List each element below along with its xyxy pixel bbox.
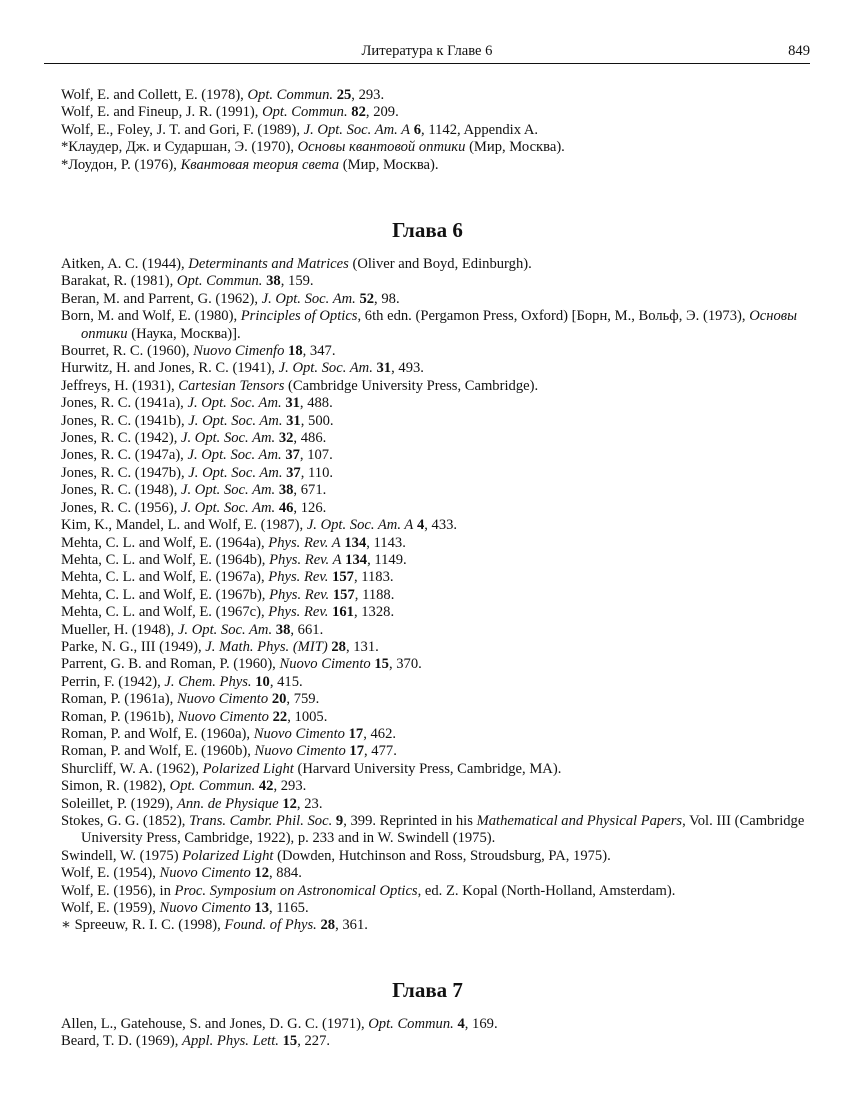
reference-text: , 107. <box>299 447 333 464</box>
reference-entry <box>61 569 821 586</box>
reference-text: Beard, T. D. (1969), <box>61 1033 183 1050</box>
reference-text: Wolf, E. and Collett, E. (1978), <box>61 87 248 103</box>
reference-title: J. Opt. Soc. Am. <box>188 464 283 481</box>
reference-entry <box>61 743 821 760</box>
reference-text: Mehta, C. L. and Wolf, E. (1964a), <box>61 534 269 551</box>
reference-volume: 18 <box>288 343 303 360</box>
reference-text: Wolf, E. (1959), <box>61 900 160 917</box>
reference-entry <box>61 413 821 430</box>
reference-text: Kim, K., Mandel, L. and Wolf, E. (1987), <box>61 517 307 534</box>
reference-text: , 415. <box>269 673 303 690</box>
reference-title: Polarized Light <box>182 847 274 864</box>
reference-text: , 293. <box>351 87 385 103</box>
reference-text: , 169. <box>464 1016 498 1032</box>
reference-entry <box>61 883 821 900</box>
reference-text: Wolf, E., Foley, J. T. and Gori, F. (1989), <box>61 121 304 138</box>
reference-volume: 9 <box>335 813 344 829</box>
reference-title: Determinants and Matrices <box>188 256 349 272</box>
reference-entry <box>61 395 821 412</box>
reference-text: Wolf, E. (1954), <box>61 865 160 882</box>
reference-entry <box>61 517 821 534</box>
reference-volume: 32 <box>278 430 294 447</box>
reference-text: , 1142, Appendix A. <box>421 121 539 138</box>
reference-title: Nuovo Cimenfo <box>193 343 285 360</box>
reference-title: J. Opt. Soc. Am. <box>177 621 273 638</box>
reference-text: , 1165. <box>269 900 309 917</box>
reference-volume: 4 <box>457 1016 465 1032</box>
chapter-7-reference-list <box>61 1016 821 1051</box>
reference-entry <box>61 482 821 499</box>
reference-entry <box>61 604 821 621</box>
reference-text: , 493. <box>391 360 424 377</box>
reference-entry <box>61 430 821 447</box>
reference-title: J. Opt. Soc. Am. <box>181 482 276 499</box>
reference-text: , 209. <box>365 104 399 121</box>
reference-text: , 1188. <box>354 586 395 603</box>
reference-text: Jeffreys, H. (1931), <box>61 377 179 394</box>
reference-text: , 433. <box>424 517 458 534</box>
reference-text: Swindell, W. (1975) <box>61 847 183 864</box>
reference-title: J. Opt. Soc. Am. <box>181 430 276 447</box>
reference-text: (Мир, Москва). <box>465 139 565 156</box>
reference-title: Nuovo Cimento <box>177 708 269 725</box>
reference-entry <box>61 726 821 743</box>
reference-text: Hurwitz, H. and Jones, R. C. (1941), <box>61 360 279 377</box>
reference-text: , 1328. <box>353 604 395 621</box>
reference-text: , 671. <box>293 482 327 499</box>
reference-text: Roman, P. and Wolf, E. (1960b), <box>61 743 255 760</box>
reference-entry <box>61 761 821 778</box>
reference-text: Roman, P. and Wolf, E. (1960a), <box>61 725 254 742</box>
reference-text: , 488. <box>299 395 333 412</box>
reference-entry <box>61 273 821 290</box>
reference-text: Wolf, E. and Fineup, J. R. (1991), <box>61 104 263 121</box>
reference-volume: 28 <box>331 638 346 655</box>
reference-text: Mehta, C. L. and Wolf, E. (1964b), <box>61 551 270 568</box>
reference-text: Roman, P. (1961a), <box>61 691 177 708</box>
reference-text: , 6th edn. (Pergamon Press, Oxford) [Борн, М., Вольф, Э. (1973), <box>357 308 750 325</box>
reference-text: ∗ Spreeuw, R. I. C. (1998), <box>61 917 225 934</box>
reference-volume: 22 <box>272 708 288 725</box>
reference-title: Polarized Light <box>202 760 294 777</box>
reference-volume: 46 <box>278 499 294 516</box>
reference-text: , 347. <box>302 343 336 360</box>
reference-text: Barakat, R. (1981), <box>61 273 177 290</box>
reference-title: Nuovo Cimento <box>159 865 251 882</box>
reference-text: , 110. <box>300 464 334 481</box>
reference-entry <box>61 778 821 795</box>
reference-title: J. Opt. Soc. Am. <box>278 360 373 377</box>
reference-text: Born, M. and Wolf, E. (1980), <box>61 308 241 325</box>
reference-text: , ed. Z. Kopal (North-Holland, Amsterdam). <box>417 882 676 899</box>
reference-text: , 486. <box>293 430 327 447</box>
reference-text: , 884. <box>269 865 302 882</box>
reference-entry <box>61 500 821 517</box>
reference-text: , 500. <box>300 412 334 429</box>
reference-title: Opt. Commun. <box>368 1016 454 1032</box>
reference-text: Wolf, E. (1956), in <box>61 882 175 899</box>
reference-volume: 6 <box>413 121 422 138</box>
reference-volume: 38 <box>266 273 281 290</box>
reference-entry <box>61 622 821 639</box>
reference-text: (Cambridge University Press, Cambridge). <box>284 377 539 394</box>
reference-title: Proc. Symposium on Astronomical Optics <box>174 882 418 899</box>
reference-text: , 1143. <box>366 534 406 551</box>
reference-volume: 15 <box>374 656 389 673</box>
reference-entry <box>61 900 821 917</box>
reference-text: , 759. <box>286 691 320 708</box>
reference-text: Beran, M. and Parrent, G. (1962), <box>61 290 262 307</box>
reference-volume: 161 <box>332 604 354 621</box>
reference-volume: 31 <box>285 395 300 412</box>
reference-text: Jones, R. C. (1941b), <box>61 412 189 429</box>
reference-text: , 131. <box>345 638 379 655</box>
reference-volume: 20 <box>271 691 287 708</box>
reference-text: (Наука, Москва)]. <box>127 325 241 342</box>
page-number: 849 <box>788 43 810 59</box>
chapter-7-heading: Глава 7 <box>392 978 463 1002</box>
reference-title: J. Opt. Soc. Am. <box>188 412 283 429</box>
reference-text: Jones, R. C. (1942), <box>61 430 181 447</box>
reference-text: Shurcliff, W. A. (1962), <box>61 760 203 777</box>
reference-text: Aitken, A. C. (1944), <box>61 256 189 272</box>
reference-entry <box>61 104 821 121</box>
reference-text: Jones, R. C. (1947b), <box>61 464 189 481</box>
reference-title: Cartesian Tensors <box>178 377 285 394</box>
reference-text: , 159. <box>280 273 314 290</box>
reference-volume: 52 <box>359 290 375 307</box>
reference-entry <box>61 848 821 865</box>
reference-entry <box>61 122 821 139</box>
reference-title: J. Opt. Soc. Am. A <box>303 121 411 138</box>
reference-text: Stokes, G. G. (1852), <box>61 813 190 829</box>
reference-text: , 126. <box>293 499 327 516</box>
reference-text: , 293. <box>273 778 307 795</box>
reference-title: J. Opt. Soc. Am. <box>181 499 276 516</box>
reference-volume: 12 <box>282 795 297 812</box>
reference-volume: 17 <box>348 725 364 742</box>
reference-volume: 42 <box>258 778 274 795</box>
reference-title: Appl. Phys. Lett. <box>182 1033 279 1050</box>
reference-text: (Oliver and Boyd, Edinburgh). <box>348 256 532 272</box>
reference-title: Trans. Cambr. Phil. Soc. <box>189 813 333 829</box>
reference-volume: 17 <box>349 743 364 760</box>
reference-text: *Клаудер, Дж. и Сударшан, Э. (1970), <box>61 139 298 156</box>
reference-text: , 661. <box>290 621 324 638</box>
reference-entry <box>61 674 821 691</box>
reference-text: Parke, N. G., III (1949), <box>61 638 206 655</box>
reference-volume: 25 <box>336 87 352 103</box>
reference-entry <box>61 709 821 726</box>
reference-entry <box>61 360 821 377</box>
running-header <box>44 41 810 64</box>
reference-title: Ann. de Physique <box>176 795 279 812</box>
reference-entry <box>61 813 821 848</box>
reference-volume: 28 <box>320 917 336 934</box>
reference-entry <box>61 256 821 273</box>
reference-volume: 15 <box>282 1033 298 1050</box>
reference-volume: 31 <box>286 412 301 429</box>
reference-title: Phys. Rev. <box>268 604 329 621</box>
reference-text: , Vol. III (Cambridge University Press, Cambridge, 1922), p. 233 and in W. Swindell (1975). <box>81 813 805 847</box>
reference-entry <box>61 1016 821 1033</box>
reference-volume: 82 <box>351 104 366 121</box>
reference-entry <box>61 587 821 604</box>
reference-text: Mehta, C. L. and Wolf, E. (1967c), <box>61 604 269 621</box>
reference-text: Jones, R. C. (1941a), <box>61 395 188 412</box>
reference-volume: 31 <box>376 360 392 377</box>
reference-title: J. Math. Phys. (MIT) <box>205 638 328 655</box>
reference-text: Mueller, H. (1948), <box>61 621 178 638</box>
reference-title: J. Opt. Soc. Am. <box>261 290 356 307</box>
reference-entry <box>61 87 821 104</box>
reference-volume: 38 <box>278 482 294 499</box>
reference-entry <box>61 535 821 552</box>
reference-text: , 227. <box>297 1033 331 1050</box>
reference-entry <box>61 343 821 360</box>
reference-title: Opt. Commun. <box>169 778 256 795</box>
reference-text: , 1005. <box>287 708 328 725</box>
previous-chapter-reference-list <box>61 87 821 174</box>
reference-text: Simon, R. (1982), <box>61 778 170 795</box>
reference-entry <box>61 378 821 395</box>
reference-text: (Dowden, Hutchinson and Ross, Stroudsburg, PA, 1975). <box>273 847 611 864</box>
reference-text: (Мир, Москва). <box>339 156 439 173</box>
reference-entry <box>61 656 821 673</box>
reference-volume: 157 <box>332 569 354 586</box>
reference-entry <box>61 865 821 882</box>
reference-entry <box>61 796 821 813</box>
reference-title: Nuovo Cimento <box>254 743 346 760</box>
reference-text: , 23. <box>296 795 323 812</box>
reference-title: Opt. Commun. <box>262 104 348 121</box>
reference-text: Mehta, C. L. and Wolf, E. (1967a), <box>61 569 269 586</box>
reference-text: Allen, L., Gatehouse, S. and Jones, D. G. C. (1971), <box>61 1016 369 1032</box>
reference-title: J. Opt. Soc. Am. <box>187 395 282 412</box>
reference-text: Jones, R. C. (1948), <box>61 482 181 499</box>
reference-volume: 10 <box>255 673 270 690</box>
reference-volume: 13 <box>254 900 269 917</box>
reference-title: Mathematical and Physical Papers <box>476 813 683 829</box>
reference-text: , 1183. <box>353 569 394 586</box>
reference-text: *Лоудон, Р. (1976), <box>61 156 181 173</box>
reference-text: Parrent, G. B. and Roman, P. (1960), <box>61 656 280 673</box>
reference-title: Opt. Commun. <box>176 273 263 290</box>
reference-entry <box>61 291 821 308</box>
reference-title: Nuovo Cimento <box>159 900 251 917</box>
reference-text: , 98. <box>374 290 400 307</box>
reference-title: J. Chem. Phys. <box>164 673 252 690</box>
reference-text: Roman, P. (1961b), <box>61 708 178 725</box>
reference-text: Bourret, R. C. (1960), <box>61 343 194 360</box>
reference-volume: 37 <box>286 464 301 481</box>
reference-text: Jones, R. C. (1947a), <box>61 447 188 464</box>
reference-title: Квантовая теория света <box>180 156 340 173</box>
reference-text: , 361. <box>335 917 368 934</box>
reference-title: Phys. Rev. A <box>269 551 342 568</box>
reference-entry <box>61 917 821 934</box>
reference-volume: 134 <box>344 534 367 551</box>
reference-entry <box>61 308 821 343</box>
reference-text: , 477. <box>364 743 397 760</box>
reference-title: Основы оптики <box>81 308 797 342</box>
reference-title: J. Opt. Soc. Am. A <box>306 517 414 534</box>
running-title: Литература к Главе 6 <box>361 43 493 59</box>
reference-volume: 157 <box>332 586 355 603</box>
reference-entry <box>61 139 821 156</box>
reference-text: , 1149. <box>367 551 407 568</box>
reference-volume: 4 <box>416 517 425 534</box>
reference-volume: 12 <box>254 865 269 882</box>
reference-text: (Harvard University Press, Cambridge, MA). <box>293 760 562 777</box>
reference-text: Jones, R. C. (1956), <box>61 499 181 516</box>
reference-text: , 370. <box>388 656 422 673</box>
reference-title: J. Opt. Soc. Am. <box>187 447 282 464</box>
chapter-6-reference-list <box>61 256 821 935</box>
reference-title: Nuovo Cimento <box>176 691 269 708</box>
reference-entry <box>61 447 821 464</box>
reference-title: Phys. Rev. <box>269 586 330 603</box>
reference-entry <box>61 691 821 708</box>
reference-volume: 134 <box>345 551 368 568</box>
reference-title: Phys. Rev. A <box>268 534 341 551</box>
reference-title: Found. of Phys. <box>224 917 317 934</box>
reference-title: Phys. Rev. <box>268 569 329 586</box>
reference-title: Основы квантовой оптики <box>297 139 466 156</box>
reference-volume: 38 <box>275 621 291 638</box>
reference-text: Perrin, F. (1942), <box>61 673 165 690</box>
reference-title: Nuovo Cimento <box>253 725 345 742</box>
reference-title: Opt. Commun. <box>247 87 334 103</box>
reference-text: , 399. Reprinted in his <box>343 813 477 829</box>
reference-entry <box>61 639 821 656</box>
reference-text: Mehta, C. L. and Wolf, E. (1967b), <box>61 586 270 603</box>
reference-volume: 37 <box>285 447 300 464</box>
reference-entry <box>61 465 821 482</box>
reference-entry <box>61 1033 821 1050</box>
chapter-6-heading: Глава 6 <box>392 218 463 242</box>
reference-text: , 462. <box>363 725 397 742</box>
reference-title: Nuovo Cimento <box>279 656 371 673</box>
reference-entry <box>61 552 821 569</box>
reference-entry <box>61 157 821 174</box>
reference-title: Principles of Optics <box>240 308 358 325</box>
reference-text: Soleillet, P. (1929), <box>61 795 177 812</box>
